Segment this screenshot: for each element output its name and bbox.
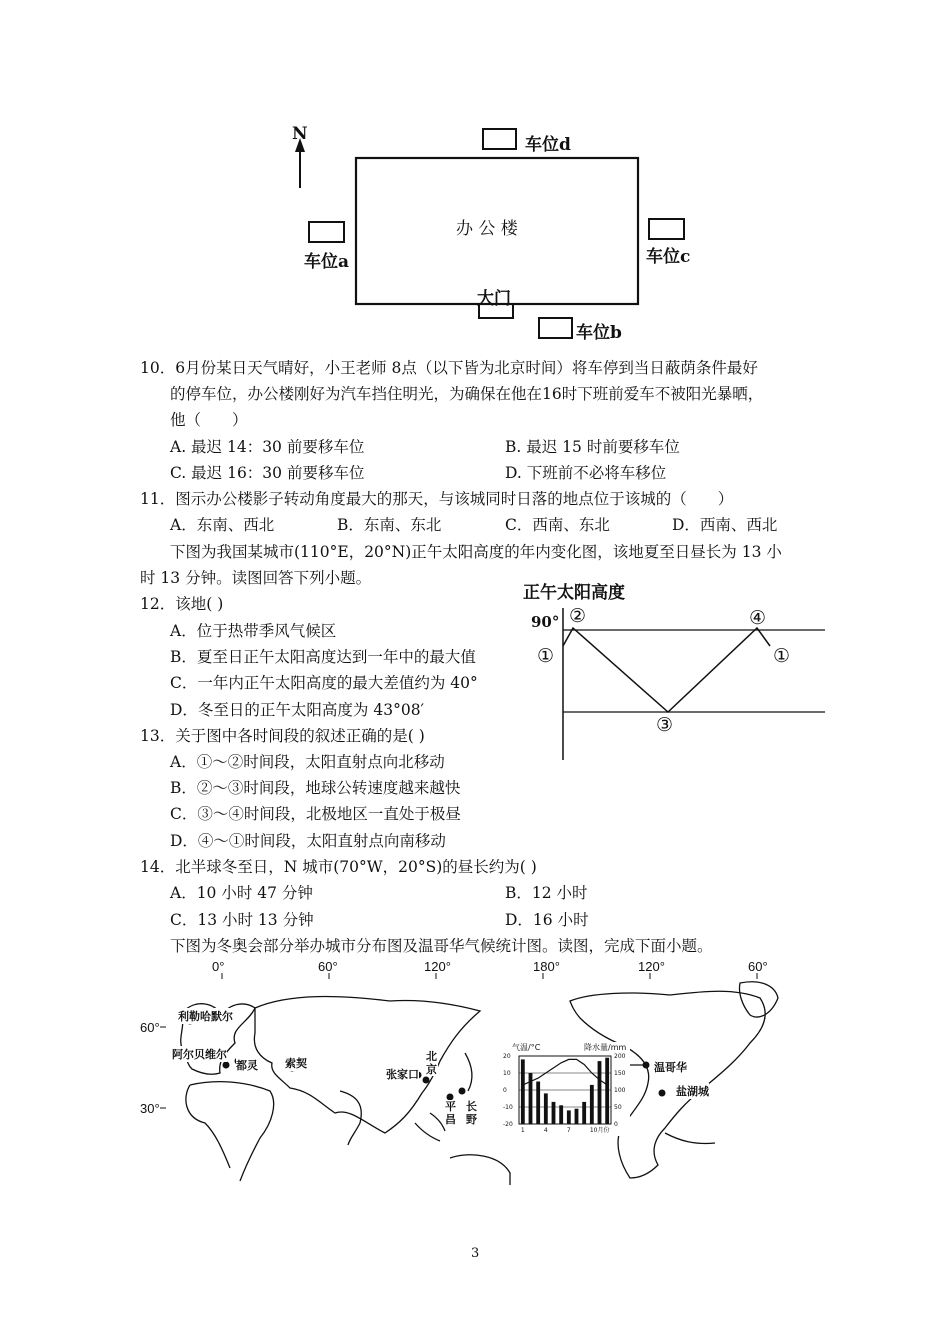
q13-option-c[interactable]: C．③～④时间段，北极地区一直处于极昼 (170, 805, 461, 823)
spot-c-box (649, 219, 684, 239)
chart-y-label: 90° (531, 613, 560, 631)
q10-line2: 的停车位，办公楼刚好为汽车挡住明光，为确保在他在16时下班前爱车不被阳光暴晒， (170, 385, 764, 403)
q12-option-d[interactable]: D．冬至日的正午太阳高度为 43°08′ (170, 701, 425, 719)
beijing-dot (423, 1077, 430, 1084)
spot-b-label: 车位b (576, 323, 622, 343)
precip-bar (559, 1105, 563, 1124)
q13-option-b[interactable]: B．②～③时间段，地球公转速度越来越快 (170, 779, 461, 797)
precip-tick: 100 (614, 1087, 626, 1094)
lon-label-5: 60° (748, 959, 768, 974)
q10-option-a[interactable]: A. 最迟 14：30 前要移车位 (170, 438, 365, 456)
precip-bar (552, 1102, 556, 1124)
central-america-outline (665, 1133, 715, 1144)
spot-b-box (539, 318, 572, 338)
precip-bar (582, 1102, 586, 1124)
precip-bar (605, 1058, 609, 1124)
precip-bar (544, 1093, 548, 1124)
q12-stem: 12．该地( ) (140, 595, 224, 613)
climate-plot (500, 1052, 635, 1138)
month-tick: 4 (543, 1127, 548, 1134)
greenland-outline (739, 982, 778, 1017)
nagano-label: 长野 (466, 1100, 477, 1126)
temp-tick: 20 (503, 1053, 511, 1060)
spot-a-label: 车位a (304, 252, 350, 272)
q11-option-d[interactable]: D．西南、西北 (672, 516, 778, 534)
q11-option-b[interactable]: B．东南、东北 (337, 516, 442, 534)
month-tick: 10月份 (589, 1127, 610, 1134)
spot-c-label: 车位c (646, 247, 691, 267)
turin-label: 都灵 (236, 1059, 258, 1072)
spot-a-box (309, 222, 344, 242)
intro2-line2: 时 13 分钟。读图回答下列小题。 (140, 569, 372, 587)
precip-tick: 150 (614, 1070, 626, 1077)
precip-tick: 200 (614, 1053, 626, 1060)
page-number: 3 (471, 1246, 480, 1261)
precip-tick: 0 (614, 1121, 618, 1128)
beijing-label: 北京 (426, 1050, 437, 1076)
precip-bar (521, 1059, 525, 1124)
saltlake-label: 盐湖城 (676, 1085, 709, 1098)
intro2-line1: 下图为我国某城市(110°E，20°N)正午太阳高度的年内变化图，该地夏至日昼长为 13 小 (170, 543, 782, 561)
building-label: 办 公 楼 (456, 219, 518, 239)
precip-bar (567, 1110, 571, 1124)
month-tick: 1 (520, 1127, 525, 1134)
australia-outline (450, 1155, 510, 1185)
spot-d-box (483, 129, 516, 149)
saltlake-dot (659, 1090, 666, 1097)
sochi-label: 索契 (285, 1057, 307, 1070)
north-label: N (292, 124, 308, 144)
point-1: ① (537, 645, 555, 667)
precip-bar (590, 1085, 594, 1124)
lon-label-4: 120° (638, 959, 665, 974)
lillehammer-label: 利勒哈默尔 (178, 1010, 233, 1023)
q14-option-c[interactable]: C．13 小时 13 分钟 (170, 911, 314, 929)
gate-label: 大门 (477, 289, 511, 309)
precip-bar (575, 1109, 579, 1124)
zhangjiakou-label: 张家口 (386, 1068, 419, 1081)
q13-option-d[interactable]: D．④～①时间段，太阳直射点向南移动 (170, 832, 446, 850)
lon-label-2: 120° (424, 959, 451, 974)
q12-option-b[interactable]: B．夏至日正午太阳高度达到一年中的最大值 (170, 648, 476, 666)
month-tick: 7 (566, 1127, 571, 1134)
lon-label-3: 180° (533, 959, 560, 974)
q14-option-a[interactable]: A．10 小时 47 分钟 (170, 884, 313, 902)
world-map (160, 973, 784, 1185)
q13-option-a[interactable]: A．①～②时间段，太阳直射点向北移动 (170, 753, 445, 771)
pyeongchang-label: 平昌 (445, 1100, 456, 1126)
lon-label-1: 60° (318, 959, 338, 974)
q11-option-c[interactable]: C．西南、东北 (505, 516, 610, 534)
temp-tick: -10 (503, 1104, 513, 1111)
q13-stem: 13．关于图中各时间段的叙述正确的是( ) (140, 727, 425, 745)
precip-bar (598, 1061, 602, 1124)
q12-option-a[interactable]: A．位于热带季风气候区 (170, 622, 337, 640)
africa-outline (186, 1082, 274, 1181)
lat-label-30: 30° (140, 1101, 160, 1116)
temp-axis-label: 气温/°C (512, 1043, 541, 1052)
point-1b: ① (773, 645, 791, 667)
q14-option-d[interactable]: D．16 小时 (505, 911, 589, 929)
q10-option-d[interactable]: D. 下班前不必将车移位 (505, 464, 667, 482)
lon-label-0: 0° (212, 959, 225, 974)
point-3: ③ (656, 714, 674, 736)
q14-option-b[interactable]: B．12 小时 (505, 884, 588, 902)
q11-stem: 11．图示办公楼影子转动角度最大的那天，与该城同时日落的地点位于该城的（ ） (140, 490, 734, 508)
q11-option-a[interactable]: A．东南、西北 (170, 516, 275, 534)
q10-line3: 他（ ） (170, 411, 248, 429)
intro3: 下图为冬奥会部分举办城市分布图及温哥华气候统计图。读图，完成下面小题。 (170, 937, 713, 955)
q14-stem: 14．北半球冬至日，N 城市(70°W，20°S)的昼长约为( ) (140, 858, 537, 876)
q10-option-b[interactable]: B. 最迟 15 时前要移车位 (505, 438, 680, 456)
spot-d-label: 车位d (525, 135, 571, 155)
islands-outline (415, 1113, 445, 1141)
temperature-line (523, 1059, 607, 1085)
precip-bar (536, 1082, 540, 1125)
point-2: ② (569, 605, 587, 627)
altitude-curve (563, 628, 770, 712)
albertville-dot (223, 1062, 230, 1069)
japan-outline (465, 1053, 472, 1091)
point-4: ④ (749, 607, 767, 629)
precip-axis-label: 降水量/mm (584, 1043, 627, 1052)
albertville-label: 阿尔贝维尔 (172, 1048, 227, 1061)
q12-option-c[interactable]: C．一年内正午太阳高度的最大差值约为 40° (170, 674, 478, 692)
q10-option-c[interactable]: C. 最迟 16：30 前要移车位 (170, 464, 365, 482)
chart-title: 正午太阳高度 (523, 583, 625, 603)
temp-tick: 10 (503, 1070, 511, 1077)
q10-line1: 10．6月份某日天气晴好，小王老师 8点（以下皆为北京时间）将车停到当日蔽荫条件最好 (140, 359, 758, 377)
lat-label-60: 60° (140, 1020, 160, 1035)
nagano-dot (459, 1088, 466, 1095)
temp-tick: -20 (503, 1121, 513, 1128)
vancouver-label: 温哥华 (654, 1061, 687, 1074)
temp-tick: 0 (503, 1087, 507, 1094)
sun-altitude-chart (555, 600, 830, 765)
precip-tick: 50 (614, 1104, 622, 1111)
